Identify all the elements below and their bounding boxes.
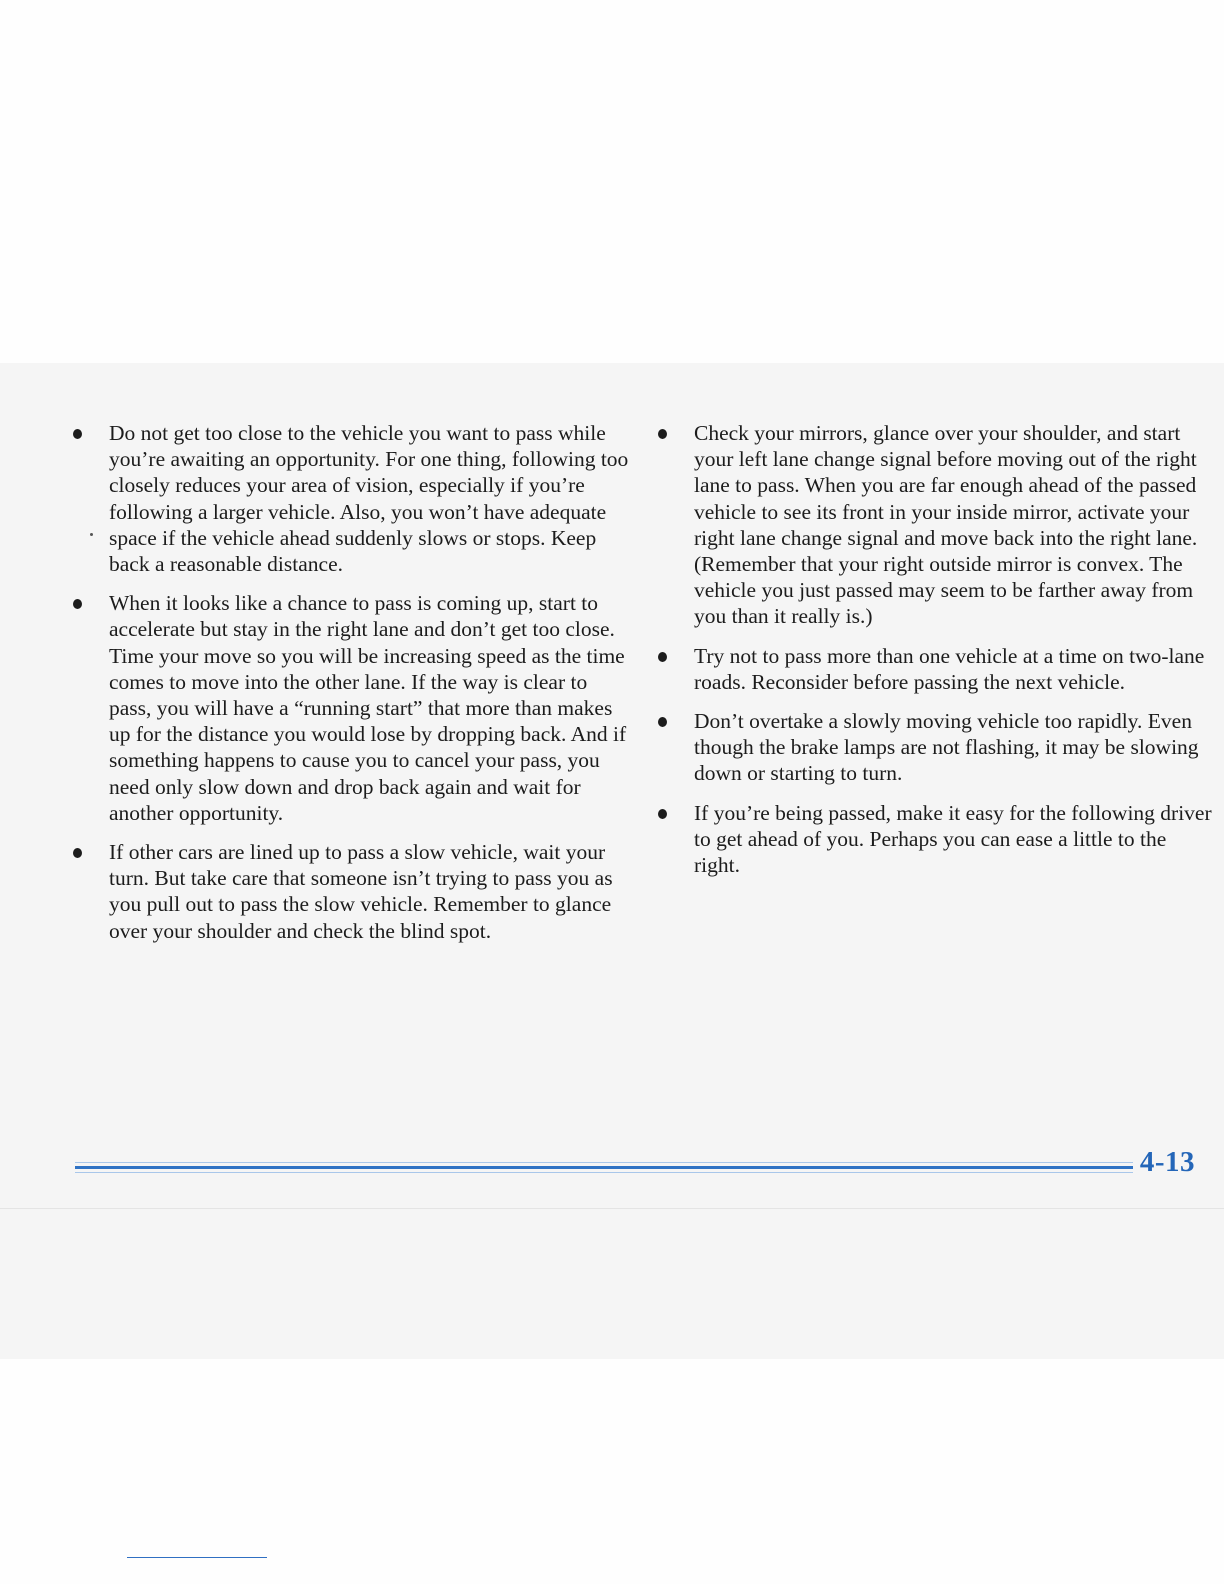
list-item xyxy=(72,839,632,944)
list-item-text: Try not to pass more than one vehicle at a time on two-lane roads. Reconsider before passing the next vehicle. xyxy=(694,643,1205,694)
list-item xyxy=(657,708,1217,787)
left-column xyxy=(72,420,632,957)
list-item xyxy=(657,800,1217,879)
page-number: 4-13 xyxy=(1139,1146,1195,1178)
bottom-rule xyxy=(127,1557,267,1558)
footer-rule xyxy=(75,1166,1133,1169)
footer-rule-thin xyxy=(75,1162,1133,1163)
bullet-icon xyxy=(73,848,82,858)
list-item-text: If other cars are lined up to pass a slow vehicle, wait your turn. But take care that someone isn’t trying to pass you as you pull out to pass the slow vehicle. Remember to glance over your shoulder and check the blind spot. xyxy=(109,840,613,943)
right-column xyxy=(657,420,1217,891)
list-item-text: When it looks like a chance to pass is coming up, start to accelerate but stay in the right lane and don’t get too close. Time your move so you will be increasing speed as the time comes to move into the other lane. If the way is clear to pass, you will have a “running start” that more than makes up for the distance you would lose by dropping back. And if something happens to cause you to cancel your pass, you need only slow down and drop back again and wait for another opportunity. xyxy=(109,591,627,825)
list-item-text: If you’re being passed, make it easy for the following driver to get ahead of you. Perhaps you can ease a little to the right. xyxy=(694,800,1212,878)
list-item xyxy=(657,420,1217,630)
bullet-icon xyxy=(658,429,667,439)
bullet-icon xyxy=(658,809,667,819)
list-item-text: Don’t overtake a slowly moving vehicle too rapidly. Even though the brake lamps are not flashing, it may be slowing down or starting to turn. xyxy=(694,709,1199,786)
list-item xyxy=(72,420,632,577)
scan-edge-line xyxy=(0,1208,1224,1209)
list-item-text: Check your mirrors, glance over your shoulder, and start your left lane change signal before moving out of the right lane to pass. When you are far enough ahead of the passed vehicle to see its front in your inside mirror, activate your right lane change signal and move back into the right lane. (Remember that your right outside mirror is convex. The vehicle you just passed may seem to be farther away from you than it really is.) xyxy=(694,421,1198,629)
bullet-icon xyxy=(658,652,667,662)
list-item xyxy=(657,643,1217,695)
list-item-text: Do not get too close to the vehicle you want to pass while you’re awaiting an opportunity. For one thing, following too closely reduces your area of vision, especially if you’re following a larger vehicle. Also, you won’t have adequate space if the vehicle ahead suddenly slows or stops. Keep back a reasonable distance. xyxy=(109,421,629,577)
bullet-icon xyxy=(73,429,82,439)
scan-speck xyxy=(90,533,93,536)
footer-rule-thin xyxy=(75,1172,1133,1173)
list-item xyxy=(72,590,632,826)
bullet-icon xyxy=(73,599,82,609)
bullet-icon xyxy=(658,717,667,727)
